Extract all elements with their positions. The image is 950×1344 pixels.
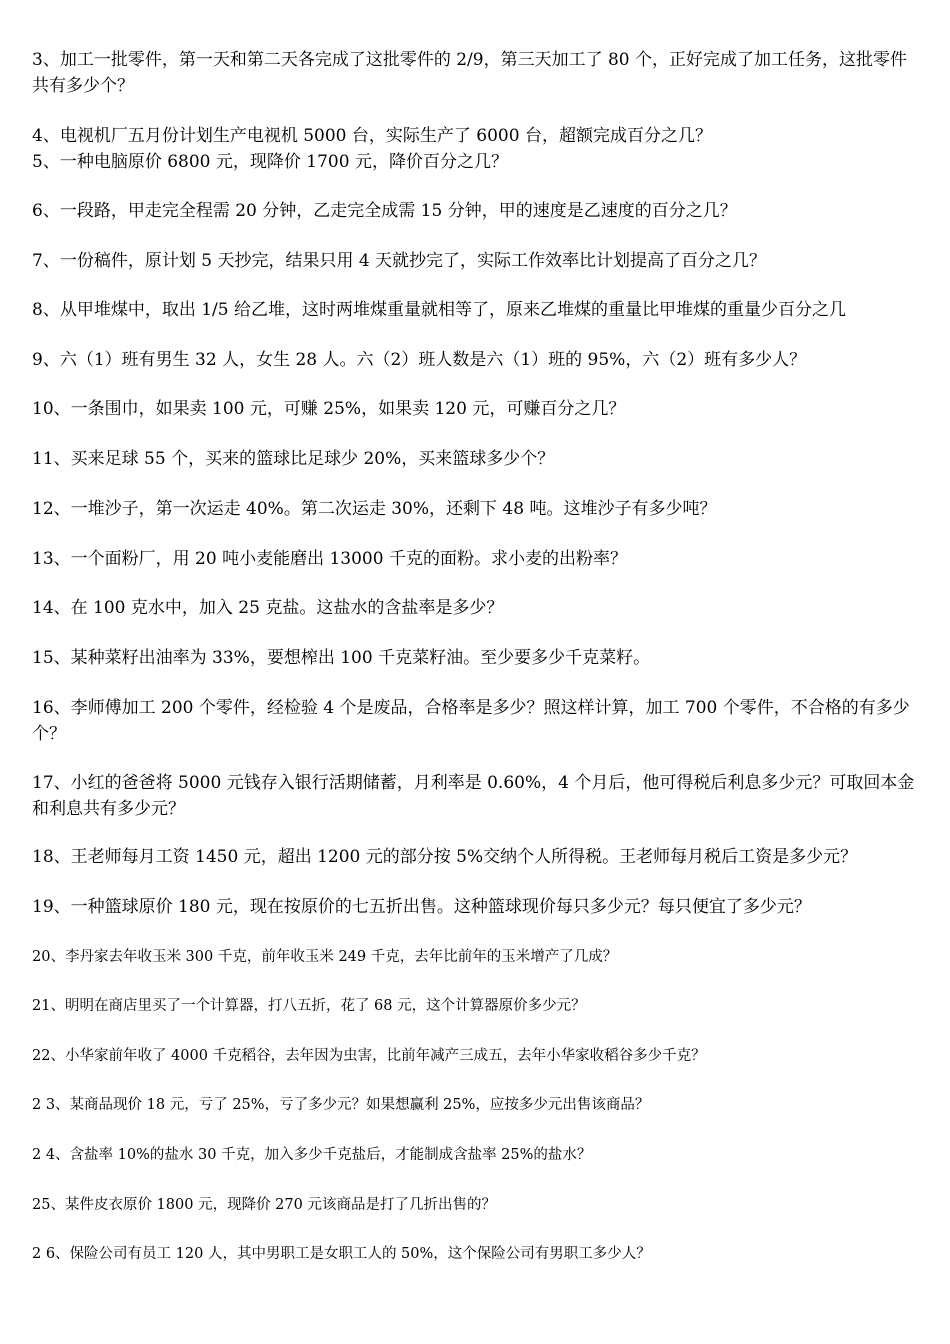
question-25: 25、某件皮衣原价 1800 元，现降价 270 元该商品是打了几折出售的？ [32, 1197, 496, 1213]
question-19: 19、一种篮球原价 180 元，现在按原价的七五折出售。这种篮球现价每只多少元？每只便宜了多少元？ [32, 897, 811, 917]
question-17: 17、小红的爸爸将 5000 元钱存入银行活期储蓄，月利率是 0.60%，4 个月后，他可得税后利息多少元？可取回本金和利息共有多少元？ [32, 773, 915, 819]
question-7: 7、一份稿件，原计划 5 天抄完，结果只用 4 天就抄完了，实际工作效率比计划提高了百分之几？ [32, 251, 767, 271]
question-12: 12、一堆沙子，第一次运走 40%。第二次运走 30%，还剩下 48 吨。这堆沙子有多少吨？ [32, 499, 717, 519]
question-23: 2 3、某商品现价 18 元，亏了 25%，亏了多少元？如果想赢利 25%，应按多少元出售该商品？ [32, 1097, 650, 1113]
question-6: 6、一段路，甲走完全程需 20 分钟，乙走完全成需 15 分钟，甲的速度是乙速度的百分之几？ [32, 201, 737, 221]
question-20: 20、李丹家去年收玉米 300 千克，前年收玉米 249 千克，去年比前年的玉米增产了几成？ [32, 949, 618, 965]
question-11: 11、买来足球 55 个，买来的篮球比足球少 20%，买来篮球多少个？ [32, 449, 555, 469]
question-22: 22、小华家前年收了 4000 千克稻谷，去年因为虫害，比前年减产三成五，去年小华家收稻谷多少千克？ [32, 1048, 706, 1064]
question-9: 9、六（1）班有男生 32 人，女生 28 人。六（2）班人数是六（1）班的 95%，六（2）班有多少人？ [32, 350, 807, 370]
question-16: 16、李师傅加工 200 个零件，经检验 4 个是废品，合格率是多少？照这样计算，加工 700 个零件，不合格的有多少个？ [32, 698, 910, 744]
question-13: 13、一个面粉厂，用 20 吨小麦能磨出 13000 千克的面粉。求小麦的出粉率？ [32, 549, 627, 569]
question-14: 14、在 100 克水中，加入 25 克盐。这盐水的含盐率是多少？ [32, 598, 504, 618]
question-5: 5、一种电脑原价 6800 元，现降价 1700 元，降价百分之几？ [32, 152, 508, 172]
question-26: 2 6、保险公司有员工 120 人，其中男职工是女职工人的 50%，这个保险公司有男职工多少人？ [32, 1246, 651, 1262]
question-21: 21、明明在商店里买了一个计算器，打八五折，花了 68 元，这个计算器原价多少元？ [32, 998, 586, 1014]
question-8: 8、从甲堆煤中，取出 1/5 给乙堆，这时两堆煤重量就相等了，原来乙堆煤的重量比甲堆煤的重量少百分之几 [32, 300, 846, 320]
question-3: 3、加工一批零件，第一天和第二天各完成了这批零件的 2/9，第三天加工了 80 个，正好完成了加工任务，这批零件共有多少个？ [32, 50, 908, 96]
question-18: 18、王老师每月工资 1450 元，超出 1200 元的部分按 5%交纳个人所得税。王老师每月税后工资是多少元？ [32, 847, 858, 867]
question-10: 10、一条围巾，如果卖 100 元，可赚 25%，如果卖 120 元，可赚百分之几？ [32, 399, 626, 419]
question-24: 2 4、含盐率 10%的盐水 30 千克，加入多少千克盐后，才能制成含盐率 25%的盐水？ [32, 1147, 592, 1163]
question-4: 4、电视机厂五月份计划生产电视机 5000 台，实际生产了 6000 台，超额完成百分之几？ [32, 126, 712, 146]
question-15: 15、某种菜籽出油率为 33%，要想榨出 100 千克菜籽油。至少要多少千克菜籽。 [32, 648, 651, 668]
